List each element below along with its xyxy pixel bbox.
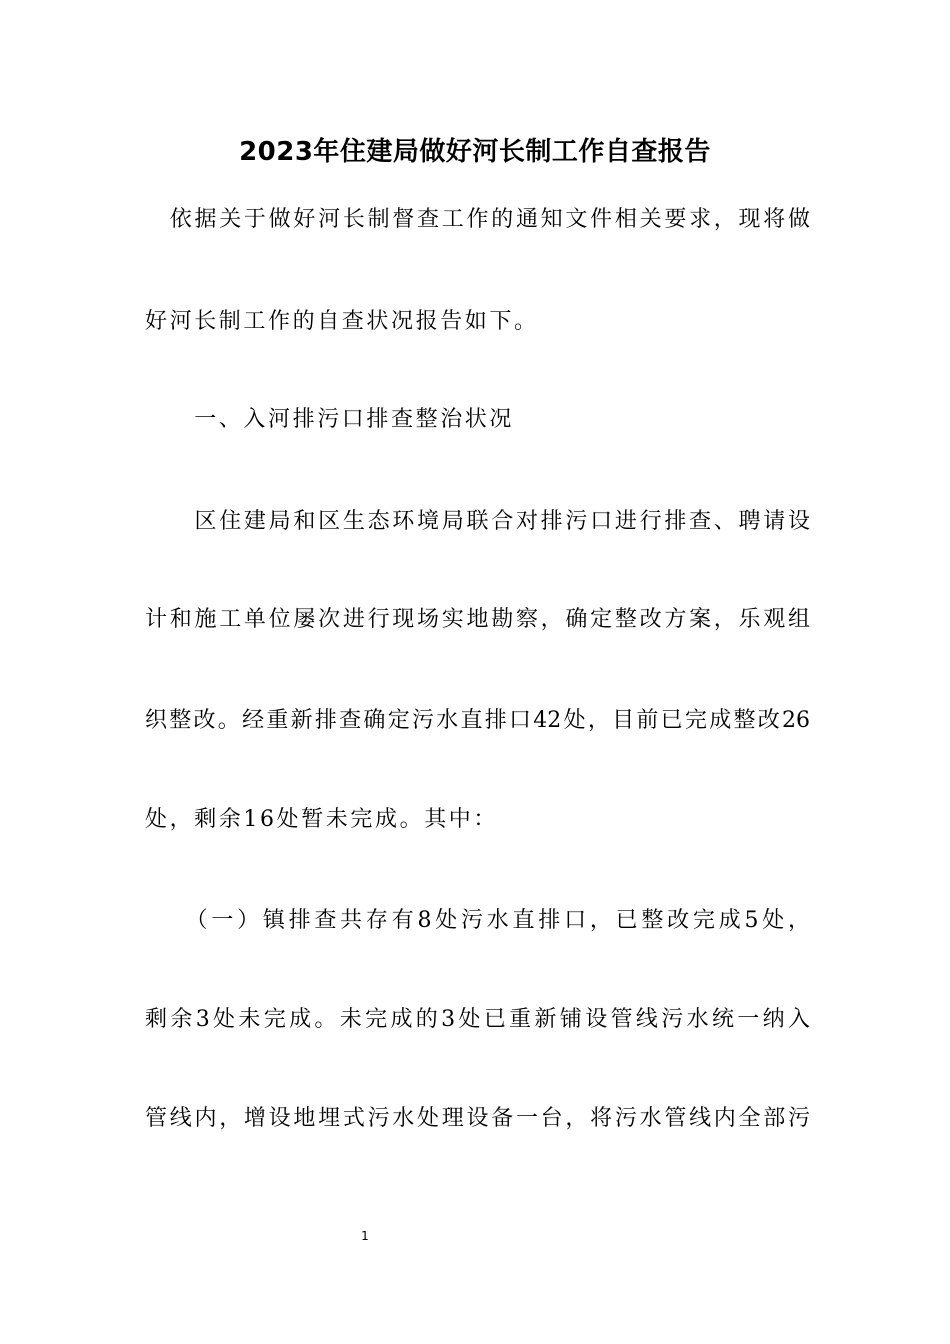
paragraph-line-3: 区住建局和区生态环境局联合对排污口进行排查、聘请设	[145, 509, 810, 534]
paragraph-line-5: 织整改。经重新排查确定污水直排口42处，目前已完成整改26	[145, 708, 810, 733]
document-title: 2023年住建局做好河长制工作自查报告	[239, 137, 711, 167]
paragraph-line-4: 计和施工单位屡次进行现场实地勘察，确定整改方案，乐观组	[145, 607, 810, 632]
paragraph-line-8: 剩余3处未完成。未完成的3处已重新铺设管线污水统一纳入	[145, 1007, 810, 1032]
paragraph-line-9: 管线内，增设地埋式污水处理设备一台，将污水管线内全部污	[145, 1106, 810, 1131]
paragraph-line-1: 依据关于做好河长制督查工作的通知文件相关要求，现将做	[145, 207, 810, 232]
paragraph-line-6: 处，剩余16处暂未完成。其中：	[145, 807, 498, 832]
paragraph-line-2: 好河长制工作的自查状况报告如下。	[145, 309, 539, 334]
paragraph-line-7: （一）镇排查共存有8处污水直排口，已整改完成5处，	[145, 908, 810, 933]
section-heading-1: 一、入河排污口排查整治状况	[145, 407, 515, 432]
page-number: 1	[361, 1229, 369, 1243]
